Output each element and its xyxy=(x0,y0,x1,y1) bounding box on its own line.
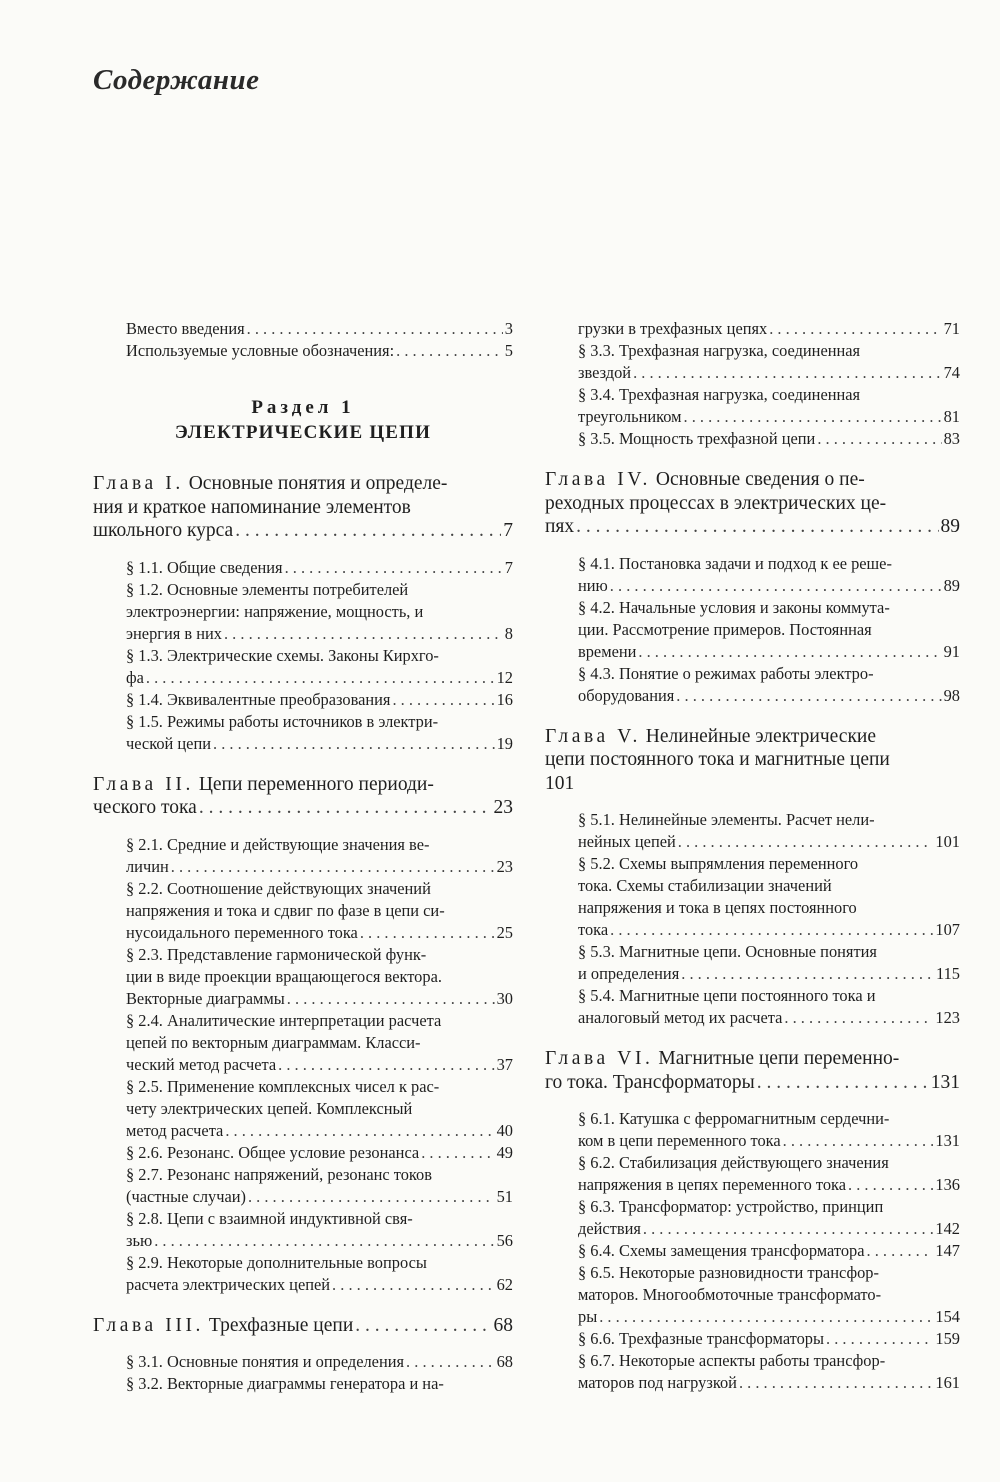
toc-entry-line: § 2.5. Применение комплексных чисел к рас- xyxy=(126,1076,440,1096)
toc-entry-line: тока. Схемы стабилизации значений xyxy=(578,876,832,895)
toc-entry-section[interactable] xyxy=(93,878,513,944)
toc-entry-last-line xyxy=(126,1230,513,1252)
toc-entry-line: § 2.8. Цепи с взаимной индуктивной свя- xyxy=(126,1208,413,1228)
chapter-line-text: Нелинейные электрические xyxy=(645,725,877,747)
toc-entry-line xyxy=(545,468,960,492)
chapter-sections xyxy=(93,557,513,755)
dot-leader xyxy=(332,1274,495,1296)
toc-entry-text: § 6.6. Трехфазные трансформаторы xyxy=(578,1329,825,1348)
page-number: 89 xyxy=(943,575,960,595)
dot-leader xyxy=(406,1351,495,1373)
intro-block xyxy=(93,318,513,362)
toc-entry-last-line xyxy=(578,406,960,428)
toc-entry-text: нию xyxy=(578,575,608,595)
dot-leader xyxy=(757,1071,929,1095)
page-number: 56 xyxy=(496,1230,513,1250)
toc-entry-text: § 2.6. Резонанс. Общее условие резонанса xyxy=(126,1142,420,1162)
page-number: 123 xyxy=(935,1008,960,1027)
toc-entry-line: § 4.1. Постановка задачи и подход к ее реше- xyxy=(578,553,892,573)
toc-entry-line: § 6.1. Катушка с ферромагнитным сердечни- xyxy=(578,1109,890,1128)
toc-entry-line: § 6.2. Стабилизация действующего значения xyxy=(578,1153,889,1172)
chapter-heading[interactable] xyxy=(545,725,960,796)
toc-entry-text: метод расчета xyxy=(126,1120,224,1140)
chapter-line-text: Основные понятия и определе- xyxy=(188,473,448,494)
dot-leader xyxy=(817,428,941,450)
toc-entry-section[interactable] xyxy=(93,1164,513,1208)
toc-entry-section[interactable] xyxy=(545,663,960,707)
chapter-label: Глава I. xyxy=(93,473,184,494)
toc-entry-text: личин xyxy=(126,856,169,876)
page-number: 89 xyxy=(940,516,960,537)
toc-entry-line: § 6.3. Трансформатор: устройство, принцип xyxy=(578,1197,884,1216)
toc-entry-last-line xyxy=(126,922,513,944)
toc-entry-section[interactable] xyxy=(93,1010,513,1076)
toc-entry-line: ции в виде проекции вращающегося вектора. xyxy=(126,966,442,986)
toc-entry-text: треугольником xyxy=(578,407,682,426)
toc-entry-last-line xyxy=(578,428,960,450)
toc-entry-section[interactable] xyxy=(545,985,960,1029)
toc-entry-last-line xyxy=(545,1071,960,1095)
toc-entry-text: § 3.5. Мощность трехфазной цепи xyxy=(578,429,816,448)
toc-entry-text: ческий метод расчета xyxy=(126,1054,277,1074)
toc-entry-section[interactable] xyxy=(93,1142,513,1164)
toc-entry-text: фа xyxy=(126,667,144,687)
toc-entry-text: звездой xyxy=(578,363,632,382)
toc-entry-text: зью xyxy=(126,1230,153,1250)
toc-entry-last-line xyxy=(578,1372,960,1394)
dot-leader xyxy=(213,733,495,755)
toc-entry-text: нейных цепей xyxy=(578,832,676,851)
page-number: 25 xyxy=(496,922,513,942)
toc-entry-section[interactable] xyxy=(545,1328,960,1350)
page-number: 101 xyxy=(935,832,960,851)
dot-leader xyxy=(360,922,495,944)
page-number: 16 xyxy=(496,689,513,709)
toc-entry-last-line xyxy=(578,1328,960,1350)
toc-entry-text: Трехфазные цепи xyxy=(208,1314,354,1336)
page-number: 101 xyxy=(545,772,575,794)
toc-entry-last-line xyxy=(126,1054,513,1076)
toc-entry-section[interactable] xyxy=(93,1076,513,1142)
left-chapters xyxy=(93,472,513,1395)
toc-entry-section[interactable] xyxy=(93,689,513,711)
toc-entry-line: ния и краткое напоминание элементов xyxy=(93,496,411,518)
toc-entry-text: энергия в них xyxy=(126,623,222,643)
toc-entry-last-line xyxy=(93,796,513,820)
toc-entry-last-line xyxy=(578,1130,960,1152)
dot-leader xyxy=(248,1186,495,1208)
page-number: 159 xyxy=(935,1329,960,1348)
toc-entry-section[interactable] xyxy=(545,1152,960,1196)
toc-entry-text: времени xyxy=(578,641,637,661)
page-number: 131 xyxy=(935,1131,960,1150)
chapter-heading[interactable] xyxy=(545,468,960,539)
dot-leader xyxy=(784,1007,933,1029)
toc-entry-last-line xyxy=(126,988,513,1010)
page-number: 23 xyxy=(493,797,513,818)
toc-entry-last-line xyxy=(126,557,513,579)
toc-entry-line: § 2.2. Соотношение действующих значений xyxy=(126,878,431,898)
dot-leader xyxy=(171,856,495,878)
toc-entry-text: нусоидального переменного тока xyxy=(126,922,358,942)
toc-entry-last-line xyxy=(578,641,960,663)
toc-entry-last-line xyxy=(126,1142,513,1164)
dot-leader xyxy=(848,1174,933,1196)
toc-entry-line xyxy=(545,725,960,749)
toc-entry-section[interactable] xyxy=(93,579,513,645)
dot-leader xyxy=(643,1218,934,1240)
toc-entry-line: чету электрических цепей. Комплексный xyxy=(126,1098,413,1118)
dot-leader xyxy=(681,963,934,985)
toc-entry-line: § 1.5. Режимы работы источников в электри- xyxy=(126,711,439,731)
toc-entry-line: § 2.7. Резонанс напряжений, резонанс токов xyxy=(126,1164,432,1184)
chapter-label: Глава II. xyxy=(93,773,194,795)
toc-entry-text: пях xyxy=(545,516,575,537)
toc-entry-line: цепей по векторным диаграммам. Класси- xyxy=(126,1032,421,1052)
dot-leader xyxy=(638,641,941,663)
toc-entry-last-line xyxy=(578,575,960,597)
page-title: Содержание xyxy=(93,64,260,96)
toc-entry-text: § 1.1. Общие сведения xyxy=(126,557,283,577)
toc-entry-line xyxy=(93,773,513,797)
dot-leader xyxy=(610,575,942,597)
toc-entry-section-continued[interactable] xyxy=(545,318,960,340)
chapter-heading[interactable] xyxy=(93,472,513,543)
toc-entry-line: § 5.2. Схемы выпрямления переменного xyxy=(578,854,859,873)
toc-entry-section[interactable] xyxy=(93,944,513,1010)
toc-entry-section-part[interactable]: § 3.2. Векторные диаграммы генератора и на- xyxy=(126,1374,444,1393)
toc-entry-line: § 1.2. Основные элементы потребителей xyxy=(126,579,409,599)
toc-entry-section[interactable] xyxy=(545,1262,960,1328)
toc-entry-last-line xyxy=(578,1240,960,1262)
toc-entry-last-line xyxy=(126,667,513,689)
dot-leader xyxy=(224,623,503,645)
chapter-sections-continued xyxy=(545,318,960,450)
toc-entry-section[interactable] xyxy=(545,1240,960,1262)
toc-entry-section[interactable] xyxy=(545,1108,960,1152)
toc-entry-last-line xyxy=(578,1306,960,1328)
toc-entry-text: ческой цепи xyxy=(126,733,211,753)
toc-entry-text: § 1.4. Эквивалентные преобразования xyxy=(126,689,391,709)
dot-leader xyxy=(769,318,941,340)
toc-entry-line: § 4.3. Понятие о режимах работы электро- xyxy=(578,663,874,683)
toc-entry-line: § 1.3. Электрические схемы. Законы Кирхго- xyxy=(126,645,439,665)
dot-leader xyxy=(355,1314,491,1338)
toc-entry-last-line xyxy=(126,1120,513,1142)
page-number: 91 xyxy=(943,641,960,661)
toc-entry-line: напряжения и тока и сдвиг по фазе в цепи си- xyxy=(126,900,445,920)
page-number: 7 xyxy=(503,520,513,541)
page-number: 136 xyxy=(935,1175,960,1194)
chapter-sections xyxy=(545,809,960,1029)
chapter-sections xyxy=(93,834,513,1296)
dot-leader xyxy=(199,796,492,820)
toc-entry-text: § 3.1. Основные понятия и определения xyxy=(126,1352,405,1371)
dot-leader xyxy=(676,685,941,707)
toc-entry-last-line xyxy=(93,1314,513,1338)
toc-entry-last-line xyxy=(578,685,960,707)
toc-entry-line: § 2.3. Представление гармонической функ- xyxy=(126,944,427,964)
chapter-line-text: Магнитные цепи переменно- xyxy=(658,1048,900,1069)
toc-entry-section[interactable] xyxy=(545,1350,960,1394)
toc-entry-last-line xyxy=(578,1007,960,1029)
toc-entry-text: грузки в трехфазных цепях xyxy=(578,319,768,338)
toc-entry-last-line xyxy=(126,733,513,755)
toc-entry-last-line xyxy=(578,963,960,985)
page-number: 40 xyxy=(496,1120,513,1140)
dot-leader xyxy=(684,406,942,428)
page-number: 62 xyxy=(496,1274,513,1294)
toc-entry-last-line xyxy=(126,689,513,711)
toc-entry-line: § 5.3. Магнитные цепи. Основные понятия xyxy=(578,942,877,961)
toc-entry-text: го тока. Трансформаторы xyxy=(545,1071,755,1093)
toc-entry-last-line xyxy=(126,623,513,645)
toc-left-column xyxy=(93,318,513,1401)
chapter-sections xyxy=(545,553,960,707)
toc-entry-line: § 2.4. Аналитические интерпретации расчета xyxy=(126,1010,442,1030)
toc-entry-text: § 6.4. Схемы замещения трансформатора xyxy=(578,1241,865,1260)
chapter-sections xyxy=(93,1351,513,1395)
toc-entry-section[interactable] xyxy=(93,1252,513,1296)
toc-right-column xyxy=(545,318,960,1400)
toc-entry-last-line xyxy=(126,1351,513,1373)
toc-entry-text: ры xyxy=(578,1307,598,1326)
toc-entry-text: тока xyxy=(578,920,609,939)
chapter-heading[interactable] xyxy=(93,773,513,820)
toc-entry-last-line xyxy=(126,1274,513,1296)
dot-leader xyxy=(225,1120,494,1142)
chapter-sections xyxy=(545,1108,960,1394)
toc-entry-section[interactable] xyxy=(545,340,960,384)
chapter-line-text: Основные сведения о пе- xyxy=(655,469,865,490)
page-number: 161 xyxy=(935,1373,960,1392)
toc-entry-line: § 2.1. Средние и действующие значения ве- xyxy=(126,834,430,854)
page-number: 68 xyxy=(496,1352,513,1371)
page-number: 107 xyxy=(935,920,960,939)
toc-entry-section[interactable] xyxy=(545,809,960,853)
toc-entry-section[interactable] xyxy=(545,1196,960,1240)
toc-entry-last-line xyxy=(578,919,960,941)
page-number: 131 xyxy=(930,1071,960,1093)
page-number: 49 xyxy=(496,1142,513,1162)
page-number: 7 xyxy=(504,557,513,577)
toc-entry-line: § 3.3. Трехфазная нагрузка, соединенная xyxy=(578,341,861,360)
page-number: 30 xyxy=(496,988,513,1008)
page-number: 154 xyxy=(935,1307,960,1326)
toc-entry-section[interactable] xyxy=(93,645,513,689)
chapter-heading[interactable] xyxy=(545,1047,960,1094)
toc-entry-text: школьного курса xyxy=(93,520,234,541)
chapter-label: Глава V. xyxy=(545,725,641,747)
toc-entry-section[interactable] xyxy=(93,834,513,878)
page-number: 83 xyxy=(943,429,960,448)
page-number: 81 xyxy=(943,407,960,426)
chapter-label: Глава IV. xyxy=(545,469,652,490)
page-number: 51 xyxy=(496,1186,513,1206)
dot-leader xyxy=(633,362,942,384)
toc-entry-line: цепи постоянного тока и магнитные цепи xyxy=(545,749,890,770)
page-number: 74 xyxy=(943,363,960,382)
section-heading xyxy=(93,396,513,446)
toc-entry-line: ции. Рассмотрение примеров. Постоянная xyxy=(578,619,872,639)
toc-entry-text: действия xyxy=(578,1219,641,1238)
toc-entry-last-line xyxy=(93,519,513,543)
dot-leader xyxy=(826,1328,933,1350)
toc-entry-section[interactable] xyxy=(545,853,960,941)
toc-entry-notation[interactable]: Используемые условные обозначения: . . . 5 xyxy=(126,340,513,362)
dot-leader xyxy=(154,1230,494,1252)
page-number: 37 xyxy=(496,1054,513,1074)
chapter-label: Глава III. xyxy=(93,1314,205,1336)
toc-entry-text: ческого тока xyxy=(93,797,197,818)
toc-entry-section[interactable] xyxy=(545,384,960,428)
dot-leader xyxy=(146,667,495,689)
dot-leader xyxy=(599,1306,933,1328)
toc-entry-last-line xyxy=(545,772,960,796)
toc-entry-line xyxy=(93,472,513,496)
toc-entry-line: § 2.9. Некоторые дополнительные вопросы xyxy=(126,1252,427,1272)
page-number: 142 xyxy=(935,1219,960,1238)
page-number: 8 xyxy=(504,623,513,643)
toc-entry-last-line xyxy=(578,1174,960,1196)
toc-entry-last-line xyxy=(578,831,960,853)
toc-entry-text: ком в цепи переменного тока xyxy=(578,1131,781,1150)
dot-leader xyxy=(867,1240,934,1262)
toc-entry-line: § 6.7. Некоторые аспекты работы трансфор- xyxy=(578,1351,886,1370)
toc-entry-last-line xyxy=(578,318,960,340)
toc-entry-line: реходных процессах в электрических це- xyxy=(545,492,887,514)
toc-entry-line: § 4.2. Начальные условия и законы коммута- xyxy=(578,597,890,617)
toc-entry-section[interactable] xyxy=(93,1351,513,1373)
dot-leader xyxy=(739,1372,933,1394)
chapter-line-text: Цепи переменного периоди- xyxy=(198,773,434,795)
toc-entry-last-line xyxy=(126,1186,513,1208)
toc-entry-section[interactable] xyxy=(545,597,960,663)
toc-entry-last-line xyxy=(545,515,960,539)
toc-entry-line: § 3.4. Трехфазная нагрузка, соединенная xyxy=(578,385,861,404)
toc-entry-last-line xyxy=(578,1218,960,1240)
right-chapters xyxy=(545,318,960,1394)
toc-entry-last-line xyxy=(578,362,960,384)
dot-leader xyxy=(610,919,933,941)
page-number: 71 xyxy=(943,319,960,338)
toc-entry-section[interactable] xyxy=(93,557,513,579)
dot-leader xyxy=(421,1142,494,1164)
dot-leader xyxy=(678,831,934,853)
toc-entry-section[interactable] xyxy=(545,941,960,985)
chapter-label: Глава VI. xyxy=(545,1048,654,1069)
toc-entry-text: расчета электрических цепей xyxy=(126,1274,331,1294)
toc-entry-line: маторов. Многообмоточные трансформато- xyxy=(578,1285,882,1304)
toc-entry-line: § 5.4. Магнитные цепи постоянного тока и xyxy=(578,986,876,1005)
toc-entry-intro[interactable]: Вместо введения . . . 3 xyxy=(126,318,513,340)
dot-leader xyxy=(285,557,503,579)
page-number: 12 xyxy=(496,667,513,687)
page-number: 68 xyxy=(493,1314,513,1336)
page-number: 98 xyxy=(943,685,960,705)
toc-entry-text: аналоговый метод их расчета xyxy=(578,1008,783,1027)
toc-entry-line xyxy=(545,1047,960,1071)
dot-leader xyxy=(287,988,495,1010)
page-number: 147 xyxy=(935,1241,960,1260)
dot-leader xyxy=(576,515,938,539)
toc-entry-text: оборудования xyxy=(578,685,675,705)
toc-entry-section[interactable] xyxy=(93,1208,513,1252)
dot-leader xyxy=(278,1054,494,1076)
page-number: 23 xyxy=(496,856,513,876)
toc-entry-text: (частные случаи) xyxy=(126,1186,246,1206)
toc-entry-text: Векторные диаграммы xyxy=(126,988,285,1008)
page-number: 19 xyxy=(496,733,513,753)
toc-entry-line: § 6.5. Некоторые разновидности трансфор- xyxy=(578,1263,879,1282)
toc-entry-text: маторов под нагрузкой xyxy=(578,1373,737,1392)
toc-entry-line: § 5.1. Нелинейные элементы. Расчет нели- xyxy=(578,810,875,829)
toc-entry-line: электроэнергии: напряжение, мощность, и xyxy=(126,601,424,621)
chapter-heading[interactable] xyxy=(93,1314,513,1338)
toc-entry-section[interactable] xyxy=(93,711,513,755)
dot-leader xyxy=(783,1130,934,1152)
dot-leader xyxy=(392,689,494,711)
section-label: Раздел 1 xyxy=(251,397,355,418)
toc-entry-text: напряжения в цепях переменного тока xyxy=(578,1175,847,1194)
toc-entry-section[interactable] xyxy=(545,428,960,450)
toc-entry-last-line xyxy=(126,856,513,878)
section-name: ЭЛЕКТРИЧЕСКИЕ ЦЕПИ xyxy=(174,422,432,443)
toc-entry-line: напряжения и тока в цепях постоянного xyxy=(578,898,857,917)
toc-entry-text: и определения xyxy=(578,964,680,983)
toc-entry-section[interactable] xyxy=(545,553,960,597)
dot-leader xyxy=(235,519,501,543)
page-number: 115 xyxy=(936,964,960,983)
